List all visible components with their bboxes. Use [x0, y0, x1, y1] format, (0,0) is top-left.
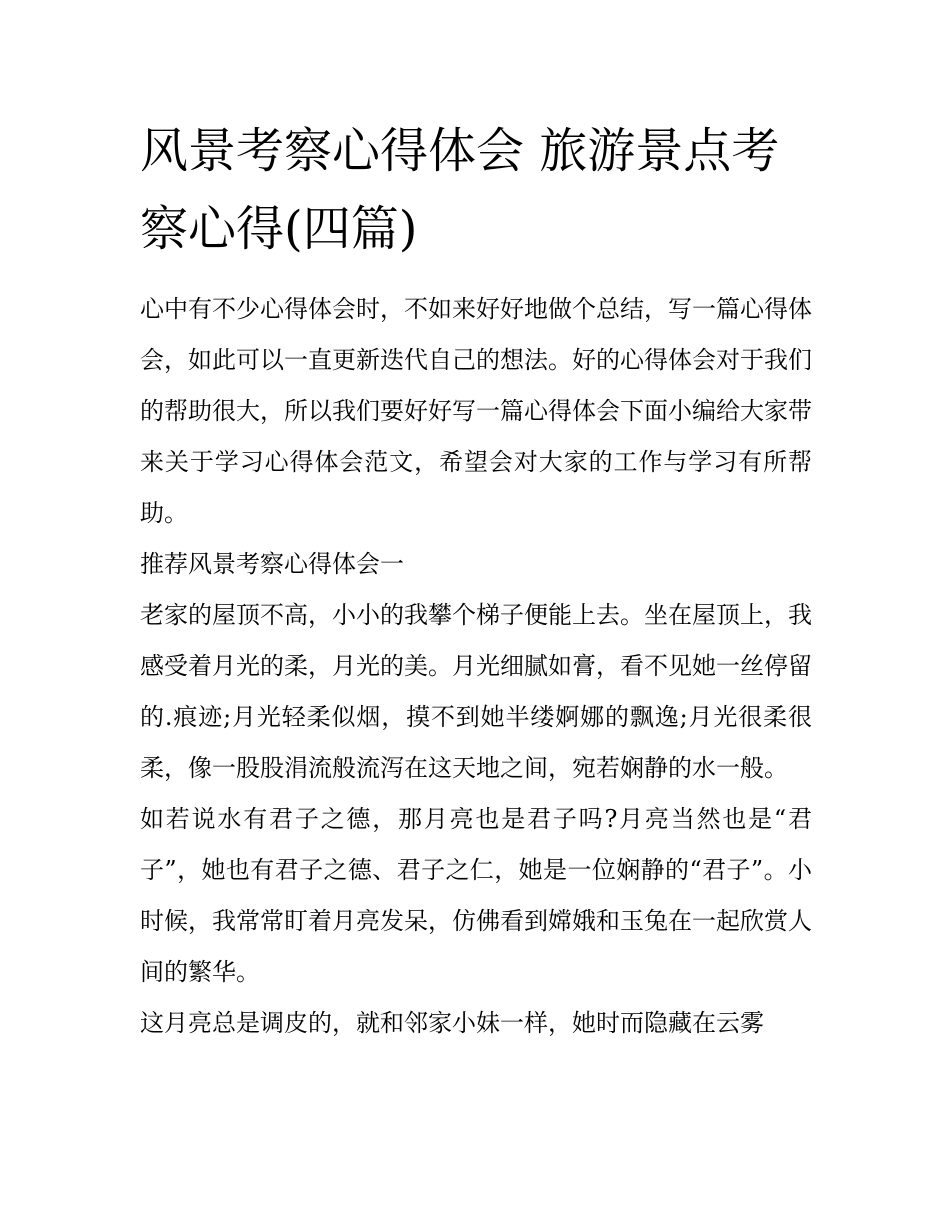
document-title: 风景考察心得体会 旅游景点考察心得(四篇) — [140, 123, 780, 257]
document-body — [140, 112, 812, 1049]
body-paragraph: 如若说水有君子之德，那月亮也是君子吗?月亮当然也是“君子”，她也有君子之德、君子之仁，她是一位娴静的“君子”。小时候，我常常盯着月亮发呆，仿佛看到嫦娥和玉兔在一起欣赏人间的繁华。 — [140, 805, 812, 986]
section-heading: 推荐风景考察心得体会一 — [140, 550, 404, 578]
intro-paragraph: 心中有不少心得体会时，不如来好好地做个总结，写一篇心得体会，如此可以一直更新迭代自己的想法。好的心得体会对于我们的帮助很大，所以我们要好好写一篇心得体会下面小编给大家带来关于学习心得体会范文，希望会对大家的工作与学习有所帮助。 — [140, 295, 812, 527]
body-paragraph: 老家的屋顶不高，小小的我攀个梯子便能上去。坐在屋顶上，我感受着月光的柔，月光的美。月光细腻如膏，看不见她一丝停留的.痕迹;月光轻柔似烟，摸不到她半缕婀娜的飘逸;月光很柔很柔，像一股股涓流般流泻在这天地之间，宛若娴静的水一般。 — [140, 601, 812, 782]
body-paragraph: 这月亮总是调皮的，就和邻家小妹一样，她时而隐藏在云雾 — [140, 1009, 764, 1037]
